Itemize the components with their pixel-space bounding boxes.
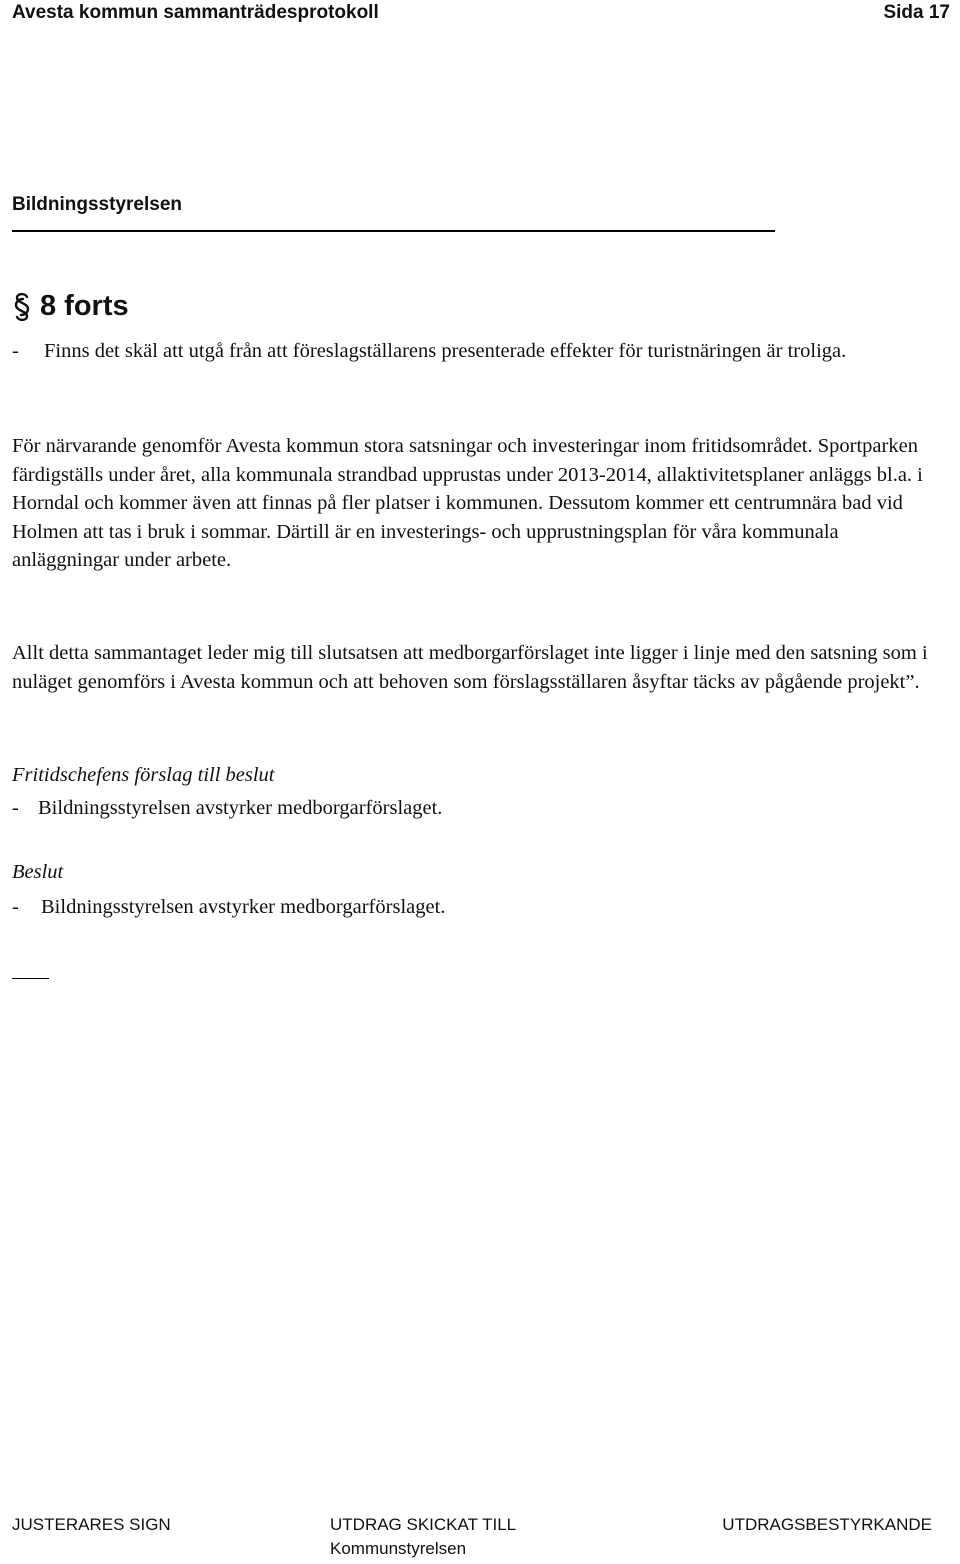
footer-signature: JUSTERARES SIGN	[12, 1515, 171, 1534]
section-heading-text: 8 forts	[40, 290, 129, 322]
committee-name: Bildningsstyrelsen	[12, 194, 775, 232]
paragraph-investments: För närvarande genomför Avesta kommun stora satsningar och investeringar inom fritidsområdet. Sportparken färdigställs under året, alla kommunala strandbad upprustas under 2013-2014, allaktivitetsplaner anläggs bl.a. i Horndal och kommer även att finnas på fler platser i kommunen. Dessutom kommer ett centrumnära bad vid Holmen att tas i bruk i sommar. Därtill är en investerings- och upprustningsplan för våra kommunala anläggningar under arbete.	[12, 435, 923, 571]
footer-sent-to	[330, 1515, 516, 1559]
page-header	[12, 2, 950, 26]
end-rule	[12, 978, 49, 979]
document-title: Avesta kommun sammanträdesprotokoll	[12, 2, 379, 23]
proposal-text: Bildningsstyrelsen avstyrker medborgarförslaget.	[38, 797, 443, 819]
proposal-item	[12, 794, 932, 823]
dash: -	[12, 797, 19, 819]
section-heading	[12, 290, 129, 323]
paragraph-conclusion: Allt detta sammantaget leder mig till slutsatsen att medborgarförslaget inte ligger i linje med den satsning som i nuläget genomförs i Avesta kommun och att behoven som förslagsställaren åsyftar täcks av pågående projekt”.	[12, 642, 928, 693]
decision-text: Bildningsstyrelsen avstyrker medborgarförslaget.	[41, 896, 446, 918]
section-mark-icon	[12, 291, 32, 323]
page-number: Sida 17	[883, 2, 950, 23]
footer-certification: UTDRAGSBESTYRKANDE	[722, 1515, 932, 1534]
dash: -	[12, 896, 19, 918]
bullet-text: Finns det skäl att utgå från att föreslagställarens presenterade effekter för turistnäringen är troliga.	[44, 340, 847, 362]
decision-item	[12, 893, 932, 922]
page-footer	[12, 1515, 932, 1563]
bullet-tourism	[12, 337, 932, 366]
footer-sent-to-value: Kommunstyrelsen	[330, 1539, 467, 1558]
footer-sent-to-title: UTDRAG SKICKAT TILL	[330, 1515, 517, 1534]
decision-heading: Beslut	[12, 861, 64, 883]
proposal-heading: Fritidschefens förslag till beslut	[12, 764, 275, 786]
dash: -	[12, 340, 19, 362]
